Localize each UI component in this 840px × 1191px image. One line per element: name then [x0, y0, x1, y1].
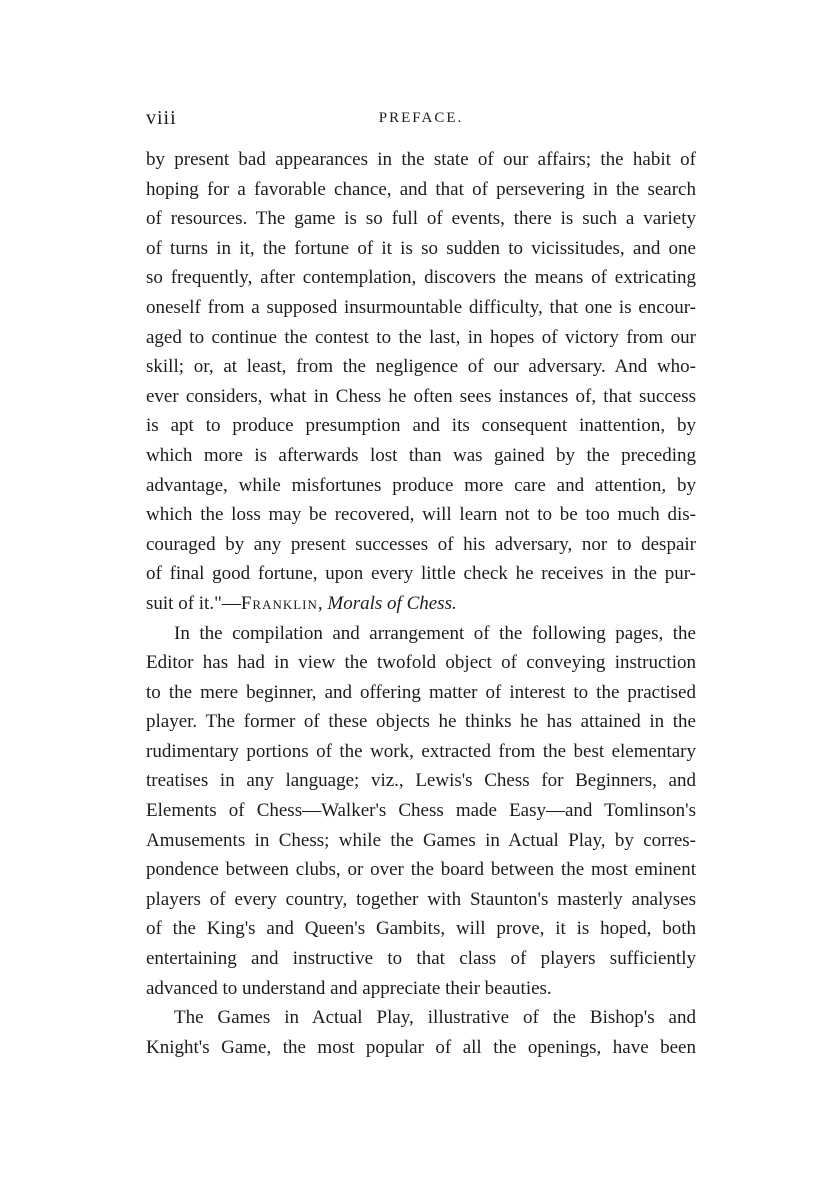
text-line: The Games in Actual Play, illustrative of the Bishop's and: [174, 1007, 696, 1029]
text-line: skill; or, at least, from the negligence of our adversary. And who-: [146, 356, 696, 378]
text-line: ever considers, what in Chess he often sees instances of, that success: [146, 385, 696, 407]
attribution-separator: ,: [317, 592, 328, 614]
text-line: In the compilation and arrangement of the following pages, the: [174, 622, 696, 644]
text-line: to the mere beginner, and offering matter of interest to the practised: [146, 681, 696, 703]
page-number: viii: [146, 107, 177, 129]
text-line: which the loss may be recovered, will learn not to be too much dis-: [146, 504, 696, 526]
text-line: hoping for a favorable chance, and that of persevering in the search: [146, 178, 696, 200]
text-line: of turns in it, the fortune of it is so sudden to vicissitudes, and one: [146, 237, 696, 259]
quote-author: Franklin: [240, 592, 318, 614]
text-line: advantage, while misfortunes produce more care and attention, by: [146, 474, 696, 496]
paragraph-games: [146, 1003, 696, 1062]
text-line: Amusements in Chess; while the Games in Actual Play, by corres-: [146, 829, 696, 851]
text-line: pondence between clubs, or over the board between the most eminent: [146, 859, 696, 881]
quote-attribution-line: [146, 589, 696, 619]
text-line: of final good fortune, upon every little check he receives in the pur-: [146, 563, 696, 585]
quote-ending: suit of it."—: [146, 592, 241, 614]
text-line: entertaining and instructive to that class of players sufficiently: [146, 948, 696, 970]
text-line: by present bad appearances in the state of our affairs; the habit of: [146, 149, 696, 170]
quote-work-title: Morals of Chess.: [327, 592, 457, 614]
running-title: PREFACE.: [378, 110, 464, 126]
text-line: Elements of Chess—Walker's Chess made Easy—and Tomlinson's: [146, 800, 696, 822]
text-line: is apt to produce presumption and its consequent inattention, by: [146, 415, 696, 437]
paragraph-franklin-quote: [146, 145, 696, 619]
text-line: Knight's Game, the most popular of all the openings, have been: [146, 1036, 696, 1058]
text-line: which more is afterwards lost than was gained by the preceding: [146, 444, 696, 466]
text-line: couraged by any present successes of his adversary, nor to despair: [146, 533, 696, 555]
text-line: oneself from a supposed insurmountable difficulty, that one is encour-: [146, 296, 696, 318]
text-line: so frequently, after contemplation, discovers the means of extricating: [146, 267, 696, 289]
text-line: of resources. The game is so full of events, there is such a variety: [146, 208, 696, 230]
text-line: advanced to understand and appreciate their beauties.: [146, 977, 552, 999]
page-header: [146, 107, 696, 131]
text-line: treatises in any language; viz., Lewis's Chess for Beginners, and: [146, 770, 696, 792]
text-line: aged to continue the contest to the last, in hopes of victory from our: [146, 326, 696, 348]
paragraph-compilation: [146, 619, 696, 1004]
text-line: player. The former of these objects he thinks he has attained in the: [146, 711, 696, 733]
body-text: [146, 145, 696, 1062]
text-line: rudimentary portions of the work, extracted from the best elementary: [146, 740, 696, 762]
text-line: Editor has had in view the twofold object of conveying instruction: [146, 652, 696, 674]
text-line: of the King's and Queen's Gambits, will prove, it is hoped, both: [146, 918, 696, 940]
text-line: players of every country, together with Staunton's masterly analyses: [146, 888, 696, 910]
